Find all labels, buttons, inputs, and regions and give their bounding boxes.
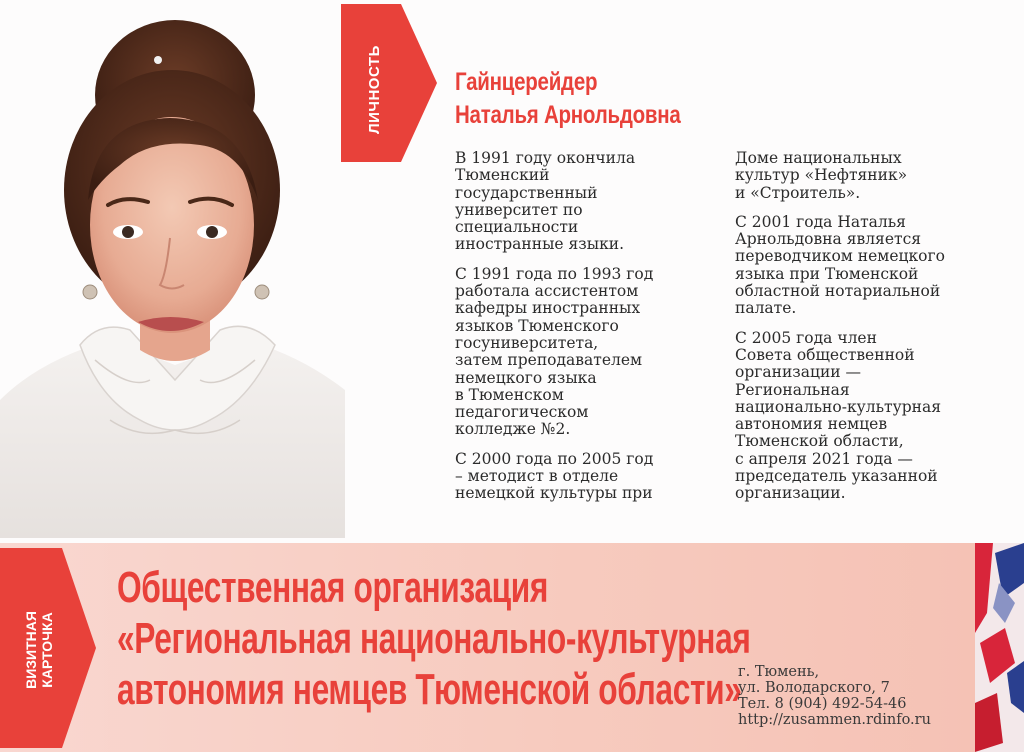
bio-column-1 [455,150,715,515]
bio-paragraph: С 2000 года по 2005 год – методист в отделе немецкой культуры при [455,449,654,503]
business-card-tab-line1: ВИЗИТНАЯ [23,611,39,689]
organization-name-line2: «Региональная национально-культурная [117,614,751,663]
contact-info [738,664,978,728]
organization-name-line1: Общественная организация [117,563,548,612]
contact-url: http://zusammen.rdinfo.ru [738,712,931,728]
section-tab-label: ЛИЧНОСТЬ [365,44,383,134]
person-given-name: Наталья Арнольдовна [455,101,681,129]
section-tab [343,34,405,144]
contact-city: г. Тюмень, [738,664,820,680]
person-name [455,66,726,132]
organization-name [117,562,751,715]
contact-street: ул. Володарского, 7 [738,680,890,696]
bio-paragraph: В 1991 году окончила Тюменский государственный университет по специальности иностранные языки. [455,149,636,254]
business-card-tab-line2: КАРТОЧКА [39,612,55,688]
person-surname: Гайнцерейдер [455,68,598,96]
bio-paragraph: С 2001 года Наталья Арнольдовна является переводчиком немецкого языка при Тюменской областной нотариальной палате. [735,212,945,318]
decorative-flag-strip [975,543,1024,752]
portrait-photo [0,0,345,538]
bio-paragraph: С 1991 года по 1993 год работала ассистентом кафедры иностранных языков Тюменского госуниверситета, затем преподавателем немецкого языка в Тюменском педагогическом колледже №2. [455,264,654,439]
bio-paragraph: Доме национальных культур «Нефтяник» и «Строитель». [735,149,908,202]
organization-name-line3: автономия немцев Тюменской области» [117,665,742,714]
contact-phone: Тел. 8 (904) 492-54-46 [738,696,907,712]
bio-column-2 [735,150,995,515]
business-card-tab [0,560,78,740]
bio-paragraph: С 2005 года член Совета общественной организации — Региональная национально-культурная автономия немцев Тюменской области, с апреля 2021 года — председатель указанной организации. [735,328,942,503]
